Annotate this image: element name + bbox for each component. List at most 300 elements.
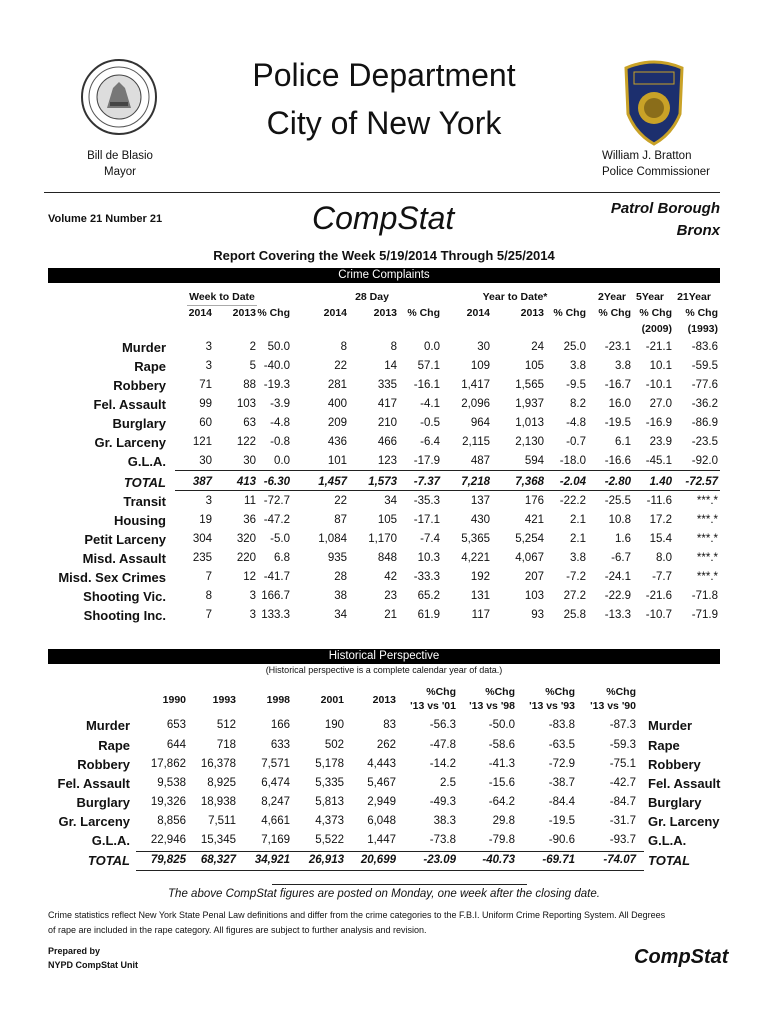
table-cell: 109 — [470, 360, 490, 372]
group-header: 5Year — [635, 291, 665, 303]
table-cell: -13.3 — [604, 609, 631, 621]
table-cell: -93.7 — [609, 834, 636, 846]
table-cell: 1,170 — [368, 533, 397, 545]
table-cell: 16.0 — [608, 398, 631, 410]
table-cell: 38.3 — [433, 815, 456, 827]
table-cell: -77.6 — [691, 379, 718, 391]
table-cell: 30 — [243, 455, 256, 467]
table-cell: -56.3 — [429, 719, 456, 731]
table-cell: 29.8 — [492, 815, 515, 827]
table-cell: 18,938 — [200, 796, 236, 808]
column-header: %Chg — [426, 686, 456, 698]
table-cell: -84.7 — [609, 796, 636, 808]
table-cell: 5,335 — [315, 777, 344, 789]
table-cell: -14.2 — [429, 758, 456, 770]
table-cell: -63.5 — [548, 739, 575, 751]
table-cell: 400 — [327, 398, 347, 410]
table-cell: 42 — [384, 571, 397, 583]
table-cell: -79.8 — [488, 834, 515, 846]
table-cell: 87 — [334, 514, 347, 526]
page-title-line2: City of New York — [266, 105, 502, 141]
table-cell: -6.7 — [611, 552, 631, 564]
table-cell: 88 — [243, 379, 256, 391]
table-cell: 123 — [377, 455, 397, 467]
row-label: Petit Larceny — [84, 532, 166, 547]
table-cell: 1,937 — [515, 398, 544, 410]
table-cell: 512 — [216, 719, 236, 731]
table-cell: 281 — [327, 379, 347, 391]
table-cell: 2.5 — [440, 777, 456, 789]
table-cell: 4,067 — [515, 552, 544, 564]
table-cell: 262 — [376, 739, 396, 751]
table-cell: 8 — [390, 341, 397, 353]
total-rule-bottom — [175, 490, 720, 491]
table-cell: -22.9 — [604, 590, 631, 602]
column-header: 2013 — [520, 307, 544, 319]
table-cell: 4,443 — [367, 758, 396, 770]
table-cell: -72.9 — [548, 758, 575, 770]
table-cell: 27.0 — [649, 398, 672, 410]
table-cell: 5 — [249, 360, 256, 372]
table-cell: 1,457 — [318, 476, 347, 488]
group-header: 28 Day — [355, 291, 389, 303]
table-cell: 7 — [205, 609, 212, 621]
borough-block — [560, 198, 720, 242]
table-cell: 5,178 — [315, 758, 344, 770]
table-cell: -15.6 — [488, 777, 515, 789]
table-cell: 4,661 — [261, 815, 290, 827]
table-cell: 7,169 — [261, 834, 290, 846]
table-cell: 3 — [205, 495, 212, 507]
row-label: Gr. Larceny — [58, 814, 130, 829]
table-cell: 192 — [470, 571, 490, 583]
table-cell: 1,565 — [515, 379, 544, 391]
table-cell: -25.5 — [604, 495, 631, 507]
table-cell: 2,115 — [462, 436, 490, 448]
table-cell: -40.73 — [482, 854, 515, 866]
column-header: %Chg — [606, 686, 636, 698]
table-cell: 3.8 — [570, 360, 586, 372]
row-label-right: TOTAL — [648, 853, 691, 868]
table-cell: 1,573 — [368, 476, 397, 488]
column-subheader: '13 vs '90 — [590, 700, 636, 712]
table-cell: -71.8 — [691, 590, 718, 602]
column-header: 2014 — [188, 307, 212, 319]
table-cell: -47.8 — [429, 739, 456, 751]
table-cell: 653 — [166, 719, 186, 731]
borough-line1: Patrol Borough — [610, 200, 720, 217]
table-cell: 63 — [243, 417, 256, 429]
table-cell: 36 — [243, 514, 256, 526]
report-covering: Report Covering the Week 5/19/2014 Through 5/25/2014 — [213, 248, 555, 263]
column-subheader: '13 vs '93 — [529, 700, 575, 712]
table-cell: -58.6 — [488, 739, 515, 751]
row-label: Housing — [114, 513, 166, 528]
table-cell: -0.8 — [270, 436, 290, 448]
header-rule — [187, 305, 257, 306]
column-header: % Chg — [598, 307, 631, 319]
table-cell: -31.7 — [609, 815, 636, 827]
row-label: Misd. Assault — [82, 551, 166, 566]
table-cell: ***.* — [696, 514, 718, 526]
table-cell: 1,417 — [461, 379, 490, 391]
table-cell: 10.8 — [608, 514, 631, 526]
table-cell: -23.5 — [691, 436, 718, 448]
table-cell: 2,130 — [515, 436, 544, 448]
table-cell: -7.4 — [420, 533, 440, 545]
table-cell: 137 — [470, 495, 490, 507]
table-cell: 68,327 — [200, 854, 236, 866]
table-cell: -16.7 — [604, 379, 631, 391]
row-label: Robbery — [113, 378, 166, 393]
table-cell: 28 — [334, 571, 347, 583]
column-header: % Chg — [639, 307, 672, 319]
borough-line2: Bronx — [676, 222, 720, 239]
row-label: Robbery — [77, 757, 130, 772]
column-header: 2014 — [466, 307, 490, 319]
row-label: Shooting Vic. — [83, 589, 166, 604]
total-rule-top — [175, 470, 720, 471]
table-cell: -36.2 — [691, 398, 718, 410]
table-cell: -9.5 — [566, 379, 586, 391]
table-cell: -72.7 — [263, 495, 290, 507]
disclaimer-line1: Crime statistics reflect New York State Penal Law definitions and differ from the crime categories to the F.B.I. Uniform Crime Reporting System. All Degrees — [48, 910, 666, 920]
row-label-right: G.L.A. — [648, 833, 687, 848]
column-header: 2013 — [372, 694, 396, 706]
column-subheader: '13 vs '01 — [410, 700, 456, 712]
table-cell: 99 — [199, 398, 212, 410]
table-cell: 15,345 — [200, 834, 236, 846]
row-label: G.L.A. — [91, 833, 130, 848]
footer-compstat: CompStat — [634, 946, 729, 968]
table-cell: -45.1 — [645, 455, 672, 467]
table-cell: -83.6 — [691, 341, 718, 353]
table-cell: 8.2 — [570, 398, 586, 410]
table-cell: 6,048 — [367, 815, 396, 827]
table-cell: -64.2 — [488, 796, 515, 808]
table-cell: -49.3 — [429, 796, 456, 808]
table-cell: 23.9 — [649, 436, 672, 448]
table-cell: 8,247 — [261, 796, 290, 808]
table-cell: 83 — [383, 719, 396, 731]
row-label: Gr. Larceny — [94, 435, 166, 450]
posted-note: The above CompStat figures are posted on Monday, one week after the closing date. — [168, 888, 600, 900]
table-cell: -72.57 — [685, 476, 718, 488]
table-cell: 209 — [327, 417, 347, 429]
row-label-right: Burglary — [648, 795, 702, 810]
group-header: 21Year — [677, 291, 711, 303]
mayor-name: Bill de Blasio — [87, 150, 153, 162]
table-cell: 304 — [192, 533, 212, 545]
table-cell: 38 — [334, 590, 347, 602]
table-cell: 9,538 — [157, 777, 186, 789]
table-cell: 5,813 — [315, 796, 344, 808]
column-header: 2013 — [232, 307, 256, 319]
table-cell: 0.0 — [424, 341, 440, 353]
column-subheader: (2009) — [641, 323, 672, 335]
table-cell: -35.3 — [413, 495, 440, 507]
table-cell: -69.71 — [542, 854, 575, 866]
table-cell: -4.8 — [270, 417, 290, 429]
table-cell: -21.1 — [645, 341, 672, 353]
row-label: Rape — [98, 738, 130, 753]
table-cell: 207 — [524, 571, 544, 583]
table-cell: 7,511 — [208, 815, 236, 827]
mayor-title: Mayor — [104, 166, 136, 178]
row-label: Misd. Sex Crimes — [58, 570, 166, 585]
table-cell: -71.9 — [691, 609, 718, 621]
table-cell: 6.8 — [274, 552, 290, 564]
table-cell: -4.1 — [420, 398, 440, 410]
table-cell: -41.3 — [488, 758, 515, 770]
table-cell: 16,378 — [200, 758, 236, 770]
table-cell: -6.30 — [263, 476, 290, 488]
column-header: % Chg — [407, 307, 440, 319]
commissioner-title: Police Commissioner — [602, 166, 711, 178]
table-cell: 34 — [334, 609, 347, 621]
mayor-block — [76, 148, 164, 180]
table-cell: 320 — [236, 533, 256, 545]
table-cell: 8 — [205, 590, 212, 602]
prepared-by-block — [48, 944, 138, 972]
crime-complaints-bar: Crime Complaints — [48, 268, 720, 283]
table-cell: 50.0 — [267, 341, 290, 353]
table-cell: 22 — [334, 495, 347, 507]
table-cell: 133.3 — [261, 609, 290, 621]
table-cell: 61.9 — [417, 609, 440, 621]
table-cell: 17.2 — [649, 514, 672, 526]
table-cell: ***.* — [696, 495, 718, 507]
table-cell: 3 — [205, 360, 212, 372]
table-cell: 6,474 — [261, 777, 290, 789]
table-cell: 413 — [236, 476, 256, 488]
table-cell: 644 — [166, 739, 186, 751]
table-cell: 387 — [192, 476, 212, 488]
table-cell: -47.2 — [263, 514, 290, 526]
table-cell: -87.3 — [609, 719, 636, 731]
table-cell: 633 — [270, 739, 290, 751]
commissioner-name: William J. Bratton — [602, 150, 692, 162]
table-cell: 1.40 — [649, 476, 672, 488]
table-cell: 848 — [377, 552, 397, 564]
table-cell: -86.9 — [691, 417, 718, 429]
page-title-line1: Police Department — [252, 57, 516, 93]
historical-perspective-bar: Historical Perspective — [48, 649, 720, 664]
row-label: Shooting Inc. — [83, 608, 166, 623]
table-cell: 24 — [531, 341, 544, 353]
table-cell: -16.9 — [645, 417, 672, 429]
table-cell: -41.7 — [263, 571, 290, 583]
column-header: %Chg — [545, 686, 575, 698]
table-cell: 14 — [384, 360, 397, 372]
table-cell: 935 — [327, 552, 347, 564]
table-cell: -23.1 — [604, 341, 631, 353]
column-header: 1990 — [162, 694, 186, 706]
table-cell: -10.7 — [645, 609, 672, 621]
row-label-right: Murder — [648, 718, 693, 733]
table-cell: 190 — [324, 719, 344, 731]
row-label: TOTAL — [123, 475, 166, 490]
total-rule-bottom — [136, 870, 644, 871]
row-label-right: Rape — [648, 738, 680, 753]
table-cell: -73.8 — [429, 834, 456, 846]
table-cell: ***.* — [696, 552, 718, 564]
table-cell: -23.09 — [423, 854, 456, 866]
volume-number: Volume 21 Number 21 — [48, 213, 163, 225]
table-cell: 0.0 — [274, 455, 290, 467]
table-cell: 103 — [524, 590, 544, 602]
table-cell: 20,699 — [360, 854, 396, 866]
group-header: 2Year — [597, 291, 627, 303]
table-cell: 105 — [524, 360, 544, 372]
row-label: Rape — [134, 359, 166, 374]
table-cell: -59.5 — [691, 360, 718, 372]
table-cell: -21.6 — [645, 590, 672, 602]
column-header: 2014 — [323, 307, 347, 319]
table-cell: -6.4 — [420, 436, 440, 448]
table-cell: 93 — [531, 609, 544, 621]
compstat-title: CompStat — [312, 200, 455, 236]
table-cell: 502 — [324, 739, 344, 751]
table-cell: -19.5 — [548, 815, 575, 827]
table-cell: 103 — [236, 398, 256, 410]
table-cell: 7,571 — [261, 758, 290, 770]
table-cell: 30 — [477, 341, 490, 353]
table-cell: 235 — [192, 552, 212, 564]
table-cell: 12 — [243, 571, 256, 583]
table-cell: -10.1 — [645, 379, 672, 391]
table-cell: 27.2 — [563, 590, 586, 602]
column-header: % Chg — [553, 307, 586, 319]
column-subheader: '13 vs '98 — [469, 700, 515, 712]
table-cell: -7.37 — [413, 476, 440, 488]
table-cell: -83.8 — [548, 719, 575, 731]
table-cell: 7,218 — [461, 476, 490, 488]
table-cell: 79,825 — [150, 854, 186, 866]
table-cell: 8,856 — [157, 815, 186, 827]
row-label: TOTAL — [87, 853, 130, 868]
table-cell: 3.8 — [615, 360, 631, 372]
table-cell: 2,096 — [461, 398, 490, 410]
column-header: %Chg — [485, 686, 515, 698]
table-cell: -17.1 — [413, 514, 440, 526]
historical-subtitle: (Historical perspective is a complete calendar year of data.) — [265, 665, 503, 675]
row-label: Murder — [85, 718, 130, 733]
table-cell: 19,326 — [150, 796, 186, 808]
table-cell: -7.2 — [566, 571, 586, 583]
table-cell: 466 — [377, 436, 397, 448]
table-cell: -90.6 — [548, 834, 575, 846]
table-cell: 25.0 — [563, 341, 586, 353]
table-cell: 5,365 — [461, 533, 490, 545]
table-cell: 210 — [377, 417, 397, 429]
row-label: Burglary — [112, 416, 166, 431]
table-cell: 25.8 — [563, 609, 586, 621]
row-label-right: Gr. Larceny — [648, 814, 720, 829]
table-cell: 60 — [199, 417, 212, 429]
table-cell: 101 — [327, 455, 347, 467]
column-header: 2013 — [373, 307, 397, 319]
group-header: Week to Date — [189, 291, 255, 303]
table-cell: -19.5 — [604, 417, 631, 429]
table-cell: -16.1 — [413, 379, 440, 391]
commissioner-block — [602, 148, 732, 180]
table-cell: 131 — [470, 590, 490, 602]
table-cell: 4,373 — [315, 815, 344, 827]
table-cell: 1,447 — [367, 834, 396, 846]
table-cell: 7 — [205, 571, 212, 583]
table-cell: 166.7 — [261, 590, 290, 602]
table-cell: ***.* — [696, 533, 718, 545]
row-label: Transit — [123, 494, 166, 509]
table-cell: 23 — [384, 590, 397, 602]
table-cell: -33.3 — [413, 571, 440, 583]
column-subheader: (1993) — [687, 323, 718, 335]
table-cell: 5,522 — [315, 834, 344, 846]
table-cell: 105 — [377, 514, 397, 526]
table-cell: 220 — [236, 552, 256, 564]
table-cell: -17.9 — [413, 455, 440, 467]
table-cell: 487 — [470, 455, 490, 467]
table-cell: 4,221 — [461, 552, 490, 564]
table-cell: 34 — [384, 495, 397, 507]
table-cell: 65.2 — [417, 590, 440, 602]
table-cell: 34,921 — [254, 854, 290, 866]
table-cell: -40.0 — [263, 360, 290, 372]
column-header: 1998 — [266, 694, 290, 706]
row-label: G.L.A. — [127, 454, 166, 469]
table-cell: 1,084 — [318, 533, 347, 545]
table-cell: 10.3 — [417, 552, 440, 564]
table-cell: 11 — [244, 495, 256, 507]
table-cell: 122 — [236, 436, 256, 448]
table-cell: 8 — [340, 341, 347, 353]
column-header: 1993 — [212, 694, 236, 706]
table-cell: 5,467 — [367, 777, 396, 789]
table-cell: 57.1 — [417, 360, 440, 372]
table-cell: -74.07 — [603, 854, 636, 866]
table-cell: -22.2 — [559, 495, 586, 507]
table-cell: 335 — [377, 379, 397, 391]
table-cell: -4.8 — [566, 417, 586, 429]
table-cell: -2.04 — [559, 476, 586, 488]
table-cell: 964 — [470, 417, 490, 429]
total-rule — [136, 851, 644, 852]
table-cell: 5,254 — [515, 533, 544, 545]
table-cell: 2 — [249, 341, 256, 353]
table-cell: 166 — [270, 719, 290, 731]
table-cell: -7.7 — [652, 571, 672, 583]
header-divider — [44, 192, 720, 193]
table-cell: 19 — [199, 514, 212, 526]
table-cell: -38.7 — [548, 777, 575, 789]
table-cell: 594 — [524, 455, 544, 467]
row-label: Fel. Assault — [57, 776, 130, 791]
table-cell: 2,949 — [367, 796, 396, 808]
table-cell: 1.6 — [615, 533, 631, 545]
table-cell: 430 — [470, 514, 490, 526]
table-cell: 10.1 — [649, 360, 672, 372]
column-header: 2001 — [320, 694, 344, 706]
table-cell: -0.7 — [566, 436, 586, 448]
table-cell: 1,013 — [515, 417, 544, 429]
group-header: Year to Date* — [482, 291, 548, 303]
table-cell: 421 — [524, 514, 544, 526]
table-cell: -11.6 — [646, 495, 672, 507]
table-cell: 3.8 — [570, 552, 586, 564]
table-cell: 22 — [334, 360, 347, 372]
table-cell: -75.1 — [609, 758, 636, 770]
